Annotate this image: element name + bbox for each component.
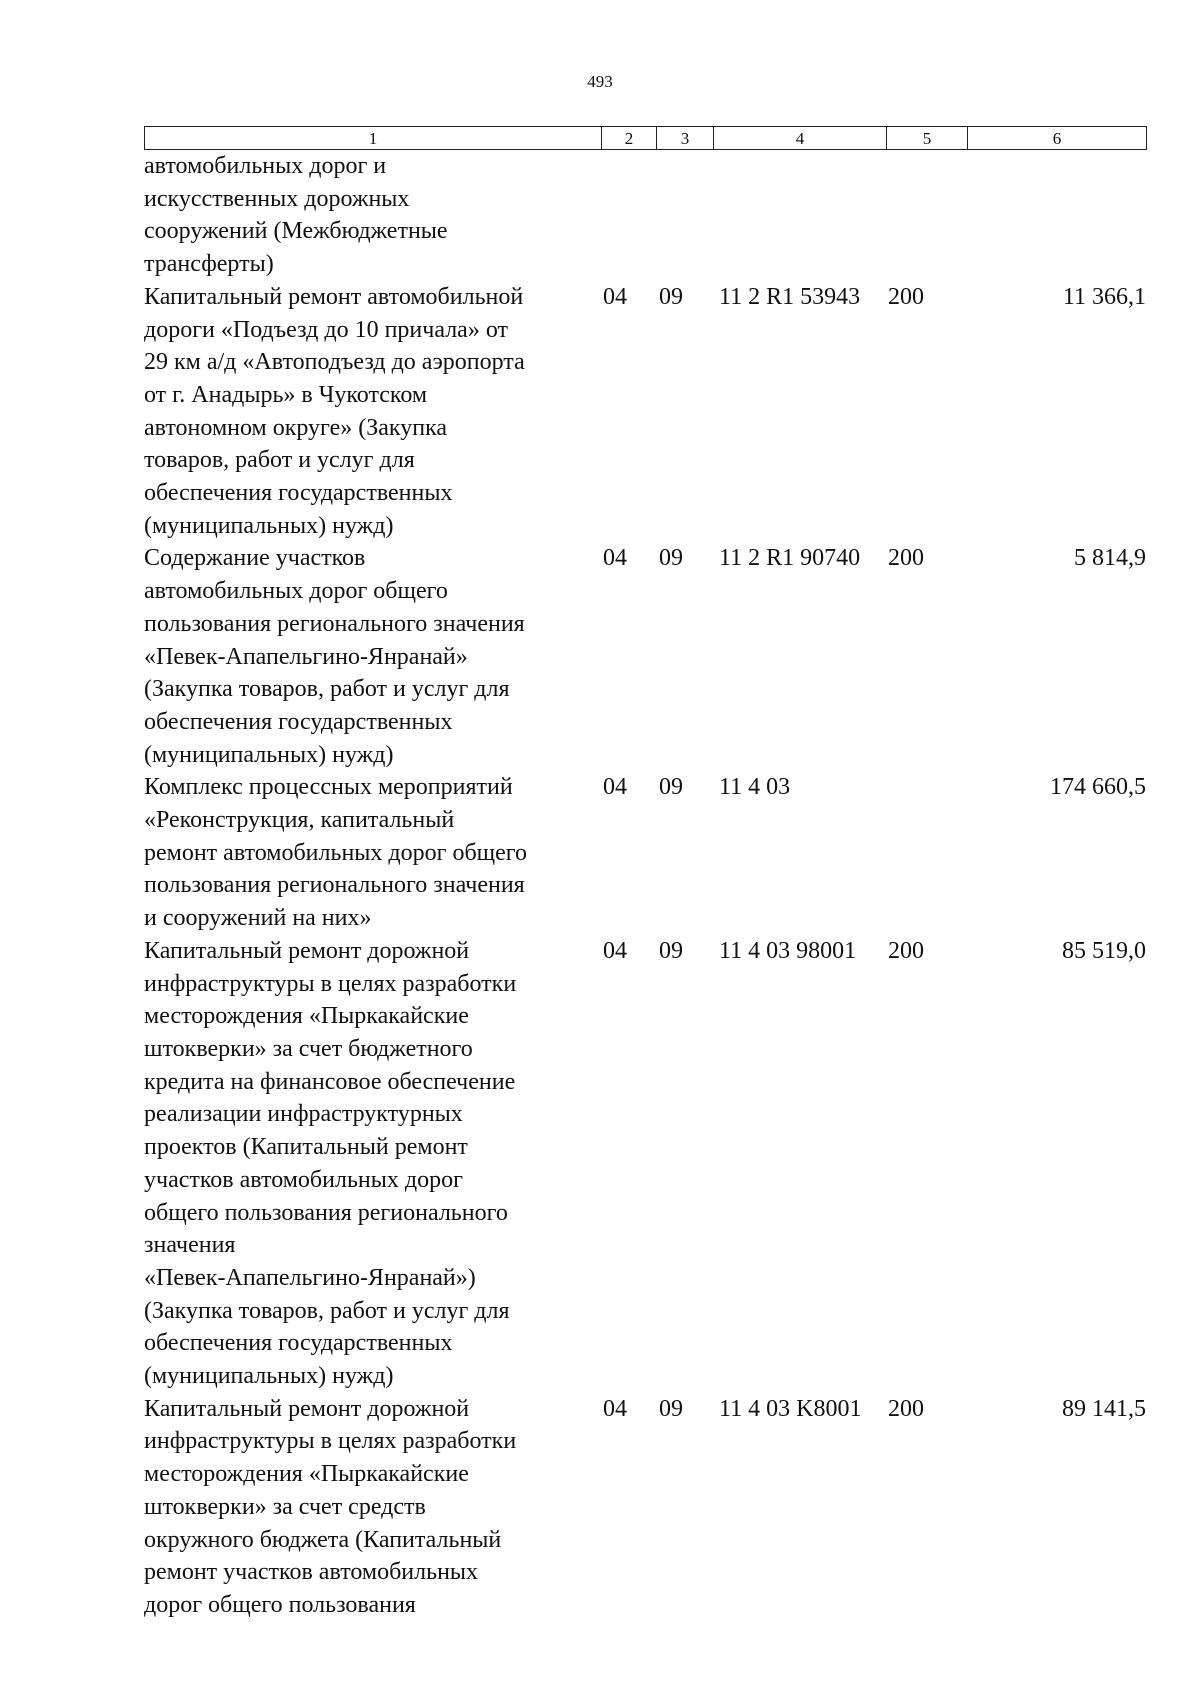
- section-code: 04: [603, 283, 627, 310]
- description-line: 29 км а/д «Автоподъезд до аэропорта: [144, 349, 525, 376]
- description-line: автономном округе» (Закупка: [144, 414, 448, 441]
- description-line: (муниципальных) нужд): [144, 1363, 394, 1390]
- description-line: автомобильных дорог общего: [144, 578, 448, 605]
- subsection-code: 09: [659, 283, 683, 310]
- description-line: «Певек-Апапельгино-Янранай»): [144, 1264, 476, 1291]
- column-header-6: 6: [968, 127, 1147, 150]
- description-line: пользования регионального значения: [144, 610, 525, 637]
- expense-type-code: 200: [888, 937, 924, 964]
- target-article-code: 11 4 03 K8001: [719, 1395, 862, 1422]
- description-line: дорог общего пользования: [144, 1591, 416, 1618]
- description-line: Капитальный ремонт автомобильной: [144, 283, 524, 310]
- column-header-5: 5: [887, 127, 968, 150]
- description-line: (муниципальных) нужд): [144, 512, 394, 539]
- row-description: [144, 771, 599, 935]
- description-line: обеспечения государственных: [144, 1330, 453, 1357]
- column-header-2: 2: [602, 127, 657, 150]
- section-code: 04: [603, 937, 627, 964]
- target-article-code: 11 2 R1 90740: [719, 545, 861, 572]
- description-line: обеспечения государственных: [144, 708, 453, 735]
- subsection-code: 09: [659, 1395, 683, 1422]
- section-code: 04: [603, 774, 627, 801]
- amount: 89 141,5: [1062, 1395, 1146, 1422]
- amount: 174 660,5: [1050, 774, 1146, 801]
- description-line: от г. Анадырь» в Чукотском: [144, 381, 428, 408]
- row-description: [144, 542, 599, 771]
- description-line: участков автомобильных дорог: [144, 1166, 463, 1193]
- description-line: (муниципальных) нужд): [144, 741, 394, 768]
- description-line: автомобильных дорог и: [144, 153, 387, 179]
- description-line: и сооружений на них»: [144, 905, 372, 932]
- description-line: товаров, работ и услуг для: [144, 447, 415, 474]
- subsection-code: 09: [659, 774, 683, 801]
- target-article-code: 11 4 03: [719, 774, 791, 801]
- description-line: «Певек-Апапельгино-Янранай»: [144, 643, 468, 670]
- description-line: инфраструктуры в целях разработки: [144, 1428, 517, 1455]
- budget-table-body: [144, 150, 1146, 1622]
- description-line: общего пользования регионального: [144, 1199, 508, 1226]
- table-row: [144, 542, 1146, 771]
- description-line: Комплекс процессных мероприятий: [144, 774, 513, 801]
- target-article-code: 11 2 R1 53943: [719, 283, 861, 310]
- row-description: [144, 935, 599, 1393]
- column-header-4: 4: [714, 127, 887, 150]
- section-code: 04: [603, 1395, 627, 1422]
- table-row: [144, 281, 1146, 543]
- table-row: [144, 1393, 1146, 1622]
- description-line: месторождения «Пыркакайские: [144, 1461, 469, 1488]
- table-row: [144, 150, 1146, 281]
- description-line: искусственных дорожных: [144, 185, 410, 212]
- description-line: трансферты): [144, 251, 274, 278]
- amount: 11 366,1: [1062, 283, 1146, 310]
- description-line: обеспечения государственных: [144, 480, 453, 507]
- description-line: кредита на финансовое обеспечение: [144, 1068, 516, 1095]
- row-description: [144, 1393, 599, 1622]
- description-line: реализации инфраструктурных: [144, 1101, 463, 1128]
- amount: 5 814,9: [1074, 545, 1146, 572]
- column-header-3: 3: [657, 127, 714, 150]
- description-line: инфраструктуры в целях разработки: [144, 970, 517, 997]
- column-header-row: [145, 127, 1147, 150]
- description-line: штокверки» за счет средств: [144, 1493, 426, 1520]
- expense-type-code: 200: [888, 283, 924, 310]
- table-row: [144, 935, 1146, 1393]
- description-line: Содержание участков: [144, 545, 366, 572]
- table-row: [144, 771, 1146, 935]
- description-line: «Реконструкция, капитальный: [144, 807, 455, 834]
- description-line: (Закупка товаров, работ и услуг для: [144, 1297, 510, 1324]
- column-header-table: [144, 126, 1147, 150]
- expense-type-code: 200: [888, 1395, 924, 1422]
- description-line: дороги «Подъезд до 10 причала» от: [144, 316, 508, 343]
- description-line: штокверки» за счет бюджетного: [144, 1035, 473, 1062]
- target-article-code: 11 4 03 98001: [719, 937, 857, 964]
- row-description: [144, 281, 599, 543]
- subsection-code: 09: [659, 937, 683, 964]
- description-line: Капитальный ремонт дорожной: [144, 1395, 470, 1422]
- description-line: ремонт участков автомобильных: [144, 1559, 479, 1586]
- description-line: ремонт автомобильных дорог общего: [144, 839, 528, 866]
- description-line: пользования регионального значения: [144, 872, 525, 899]
- amount: 85 519,0: [1062, 937, 1146, 964]
- subsection-code: 09: [659, 545, 683, 572]
- description-line: окружного бюджета (Капитальный: [144, 1526, 502, 1553]
- description-line: (Закупка товаров, работ и услуг для: [144, 676, 510, 703]
- description-line: значения: [144, 1232, 236, 1259]
- description-line: проектов (Капитальный ремонт: [144, 1134, 468, 1161]
- row-description: [144, 150, 599, 281]
- section-code: 04: [603, 545, 627, 572]
- column-header-1: 1: [145, 127, 602, 150]
- description-line: Капитальный ремонт дорожной: [144, 937, 470, 964]
- description-line: сооружений (Межбюджетные: [144, 218, 448, 245]
- page-number: 493: [587, 72, 613, 91]
- description-line: месторождения «Пыркакайские: [144, 1003, 469, 1030]
- expense-type-code: 200: [888, 545, 924, 572]
